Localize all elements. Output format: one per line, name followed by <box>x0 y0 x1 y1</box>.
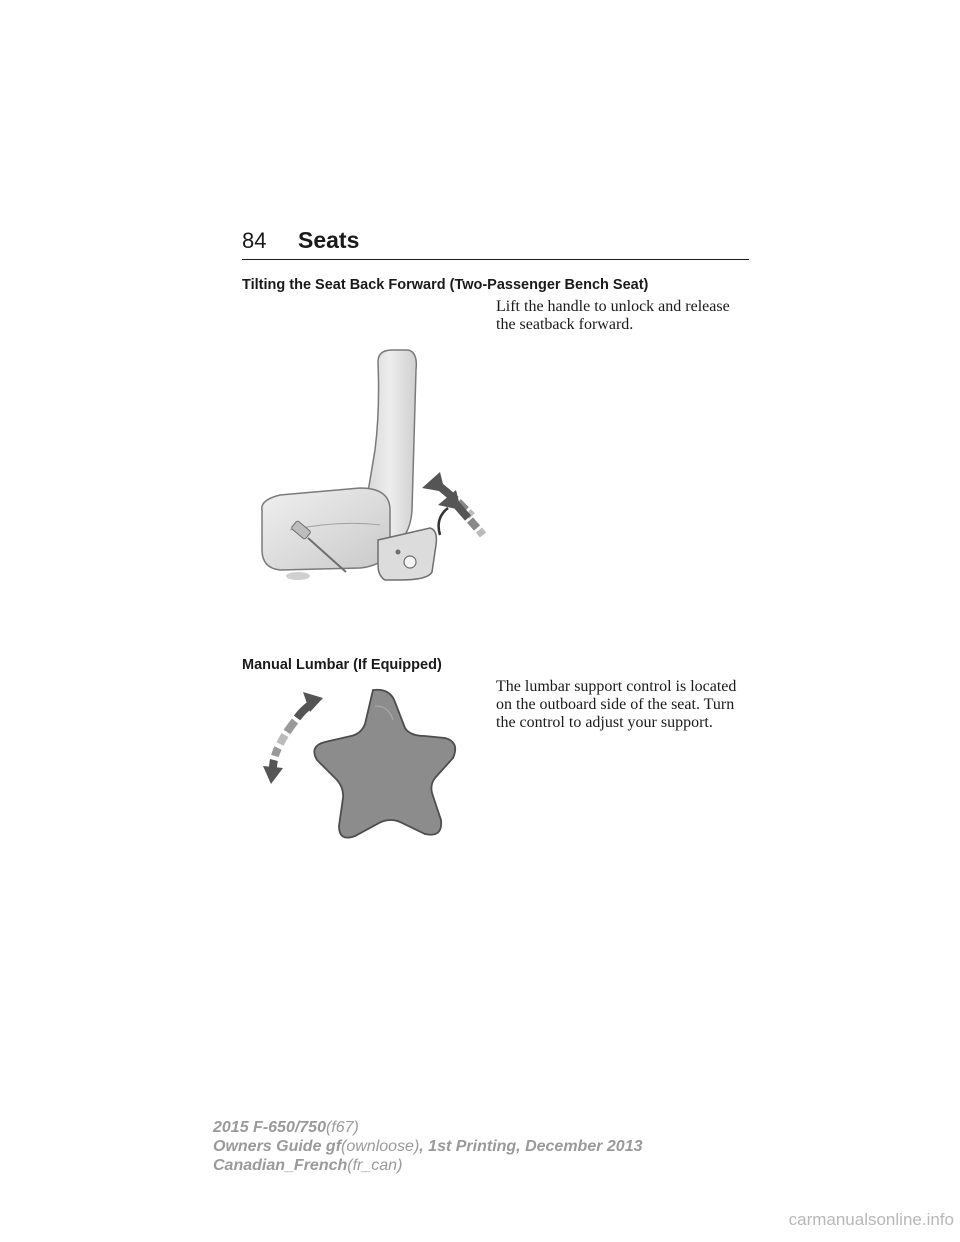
watermark: carmanualsonline.info <box>788 1210 954 1229</box>
footer-model-code: (f67) <box>325 1119 359 1136</box>
paragraph-tilting-seat-back: Lift the handle to unlock and release the seatback forward. <box>496 298 730 333</box>
footer <box>213 1118 642 1175</box>
footer-line-2 <box>213 1137 642 1156</box>
subheading-tilting-seat-back: Tilting the Seat Back Forward (Two-Passenger Bench Seat) <box>242 277 649 293</box>
subheading-manual-lumbar: Manual Lumbar (If Equipped) <box>242 657 442 673</box>
rotate-arrow-icon <box>263 692 323 784</box>
lumbar-knob-illustration <box>255 680 465 845</box>
footer-locale-code: (fr_can) <box>347 1157 403 1174</box>
seat-illustration <box>250 340 490 590</box>
footer-guide-code: (ownloose) <box>341 1138 420 1155</box>
section-title: Seats <box>298 227 360 253</box>
paragraph-manual-lumbar: The lumbar support control is located on the outboard side of the seat. Turn the control to adjust your support. <box>496 678 737 731</box>
footer-line-3 <box>213 1156 642 1175</box>
footer-locale: Canadian_French <box>213 1157 348 1174</box>
footer-guide: Owners Guide gf <box>213 1138 342 1155</box>
footer-printing: , 1st Printing, December 2013 <box>419 1138 643 1155</box>
footer-line-1 <box>213 1118 642 1137</box>
header-rule <box>242 259 749 260</box>
page-number: 84 <box>242 228 267 253</box>
footer-model: 2015 F-650/750 <box>213 1119 326 1136</box>
